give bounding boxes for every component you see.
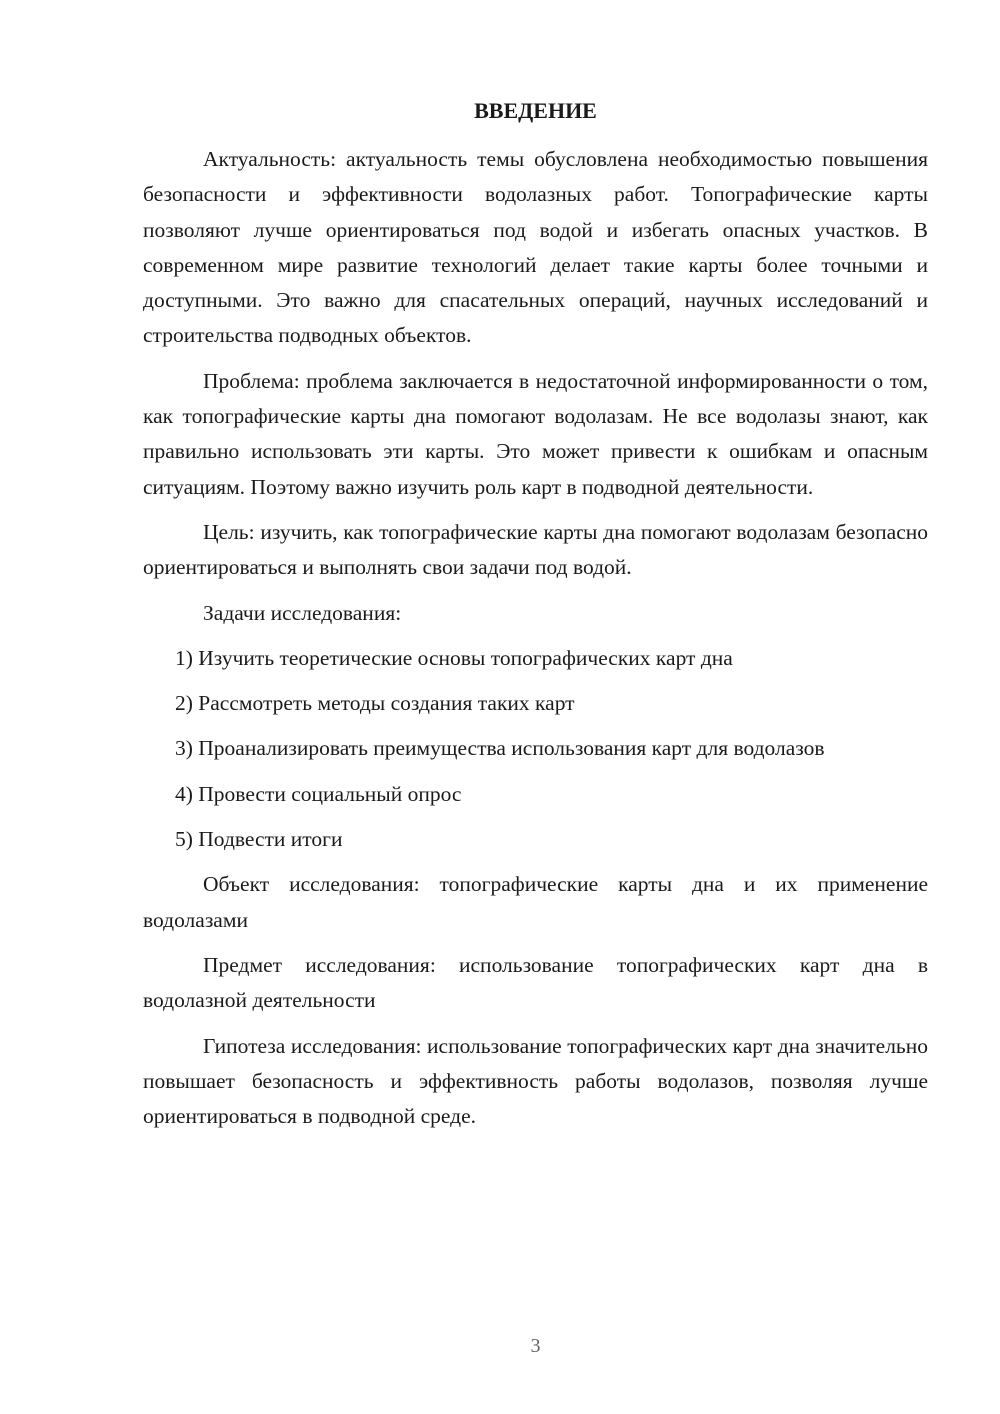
task-item-5: 5) Подвести итоги xyxy=(175,827,343,852)
paragraph-problem: Проблема: проблема заключается в недостаточной информированности о том, как топографические карты дна помогают водолазам. Не все водолазы знают, как правильно использовать эти карты. Это может привести к ошибкам и опасным ситуациям. Поэтому важно изучить роль карт в подводной деятельности. xyxy=(143,368,928,499)
task-item-1: 1) Изучить теоретические основы топографических карт дна xyxy=(175,645,733,670)
task-item-3: 3) Проанализировать преимущества использования карт для водолазов xyxy=(175,736,825,761)
task-item-4: 4) Провести социальный опрос xyxy=(175,781,462,806)
document-body xyxy=(143,142,928,1144)
paragraph-goal: Цель: изучить, как топографические карты дна помогают водолазам безопасно ориентироваться и выполнять свои задачи под водой. xyxy=(143,519,928,580)
document-page xyxy=(143,0,928,1414)
paragraph-relevance: Актуальность: актуальность темы обусловлена необходимостью повышения безопасности и эффективности водолазных работ. Топографические карты позволяют лучше ориентироваться под водой и избегать опасных участков. В современном мире развитие технологий делает такие карты более точными и доступными. Это важно для спасательных операций, научных исследований и строительства подводных объектов. xyxy=(143,147,928,348)
paragraph-subject: Предмет исследования: использование топографических карт дна в водолазной деятельности xyxy=(143,952,928,1013)
paragraph-hypothesis: Гипотеза исследования: использование топографических карт дна значительно повышает безопасность и эффективность работы водолазов, позволяя лучше ориентироваться в подводной среде. xyxy=(143,1033,928,1129)
task-item-2: 2) Рассмотреть методы создания таких карт xyxy=(175,691,575,716)
section-title: ВВЕДЕНИЕ xyxy=(474,98,597,123)
paragraph-object: Объект исследования: топографические карты дна и их применение водолазами xyxy=(143,872,928,932)
tasks-heading: Задачи исследования: xyxy=(203,600,402,625)
page-number: 3 xyxy=(530,1335,541,1357)
